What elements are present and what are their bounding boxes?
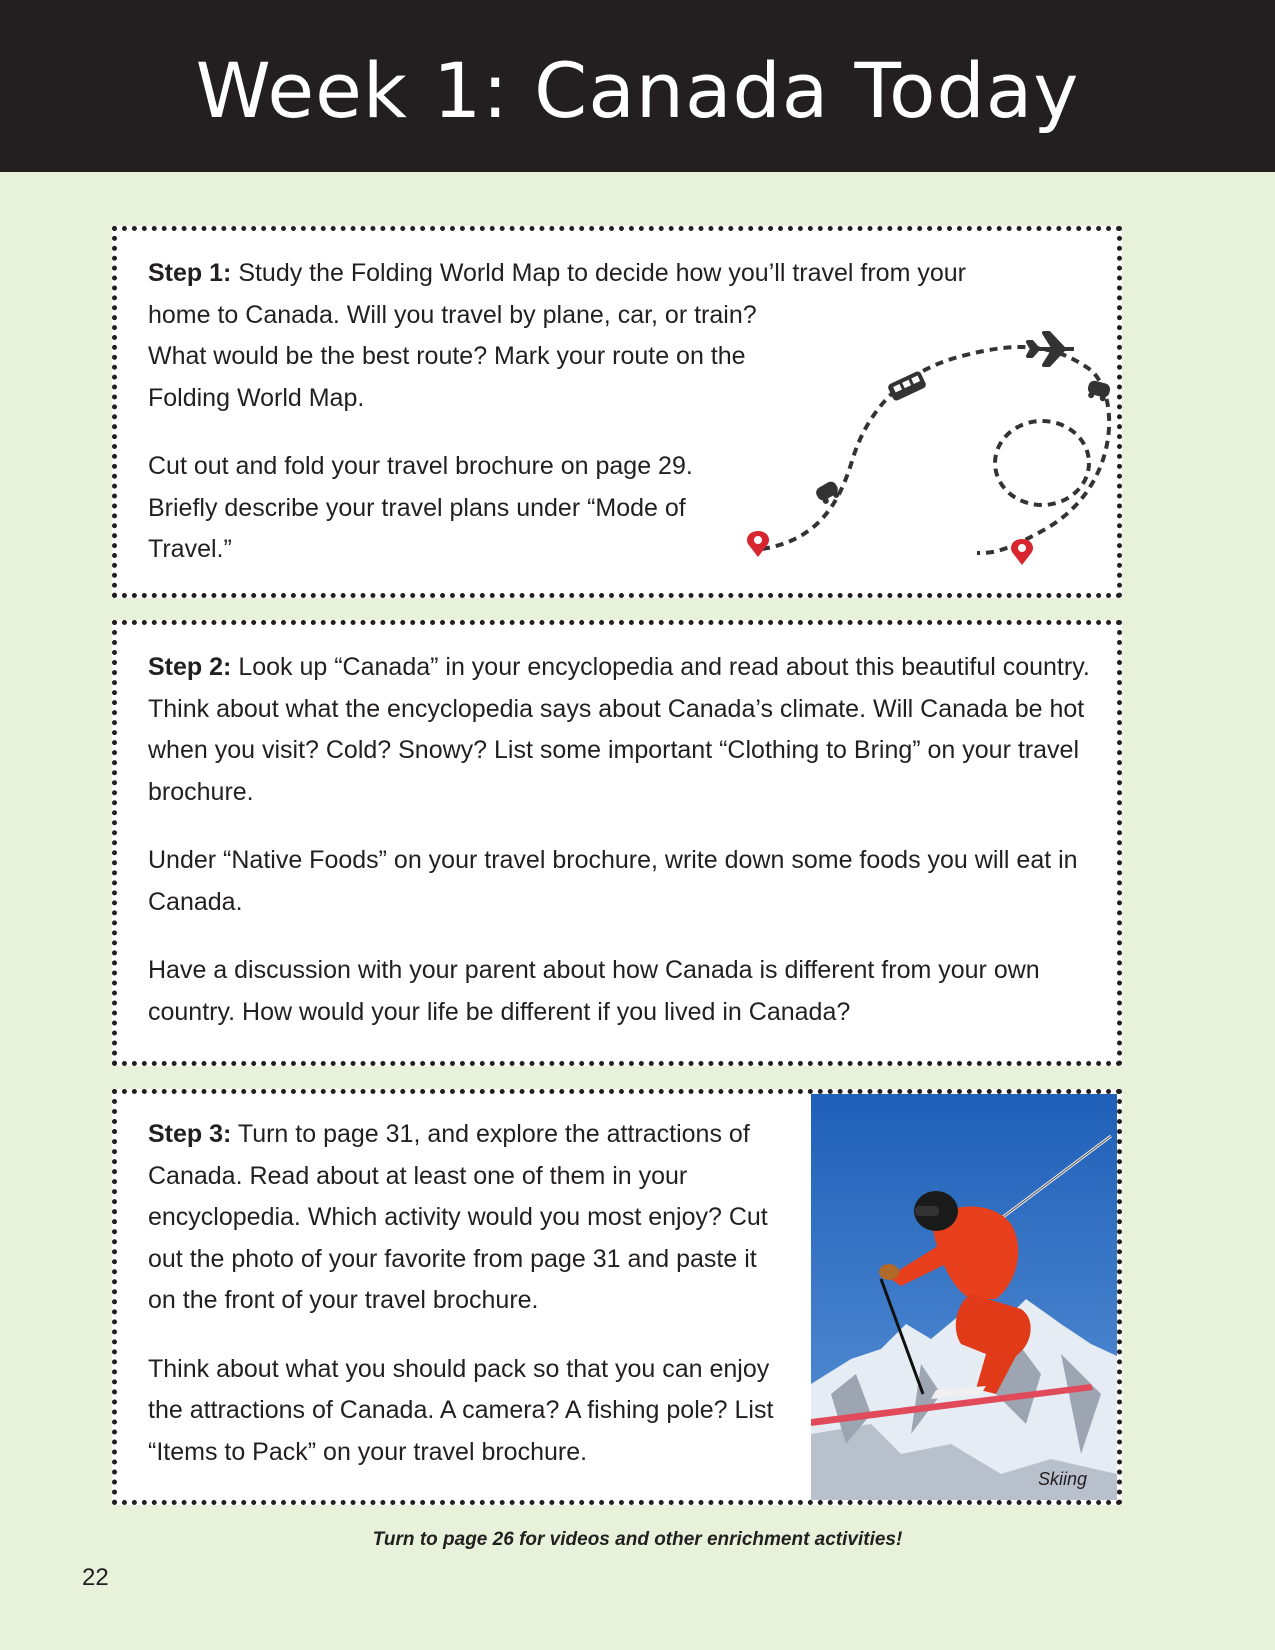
step-2-paragraph-2: Under “Native Foods” on your travel brochure, write down some foods you will eat in Canada. xyxy=(148,846,1078,916)
step-2-text xyxy=(148,647,1093,1033)
skiing-photo xyxy=(811,1094,1117,1500)
step-1-line-1: Study the Folding World Map to decide how you’ll travel from your xyxy=(238,259,966,287)
step-3-paragraph-1 xyxy=(148,1114,788,1322)
step-2-paragraph-3: Have a discussion with your parent about how Canada is different from your own country. How would your life be different if you lived in Canada? xyxy=(148,956,1040,1026)
airplane-icon xyxy=(1028,333,1074,365)
travel-route-illustration xyxy=(662,331,1122,571)
step-2-body: Look up “Canada” in your encyclopedia and read about this beautiful country. Think about what the encyclopedia says about Canada’s climate. Will Canada be hot when you visit? Cold? Snowy? List some important “Clothing to Bring” on your travel brochure. xyxy=(148,653,1090,806)
page-number: 22 xyxy=(82,1564,109,1591)
page-header xyxy=(0,0,1275,172)
step-1-box xyxy=(112,226,1122,598)
step-3-box xyxy=(112,1089,1122,1505)
step-2-paragraph-1 xyxy=(148,647,1093,813)
step-1-label: Step 1: xyxy=(148,259,232,287)
step-2-box xyxy=(112,620,1122,1066)
step-3-body: Turn to page 31, and explore the attractions of Canada. Read about at least one of them in your encyclopedia. Which activity would you most enjoy? Cut out the photo of your favorite from page 31 and paste it on the front of your travel brochure. xyxy=(148,1120,768,1314)
map-pin-icon xyxy=(1011,539,1033,565)
step-3-label: Step 3: xyxy=(148,1120,232,1148)
car-icon xyxy=(814,479,842,506)
step-3-paragraph-2: Think about what you should pack so that you can enjoy the attractions of Canada. A camera? A fishing pole? List “Items to Pack” on your travel brochure. xyxy=(148,1354,774,1466)
step-2-label: Step 2: xyxy=(148,653,232,681)
enrichment-note: Turn to page 26 for videos and other enrichment activities! xyxy=(372,1529,903,1550)
step-3-text xyxy=(148,1114,788,1473)
page-title: Week 1: Canada Today xyxy=(195,45,1080,135)
skier-illustration xyxy=(811,1094,1117,1500)
map-pin-icon xyxy=(747,531,769,557)
train-icon xyxy=(887,370,927,402)
step-1-rest: home to Canada. Will you travel by plane, car, or train? What would be the best route? Mark your route on the Folding World Map. xyxy=(148,300,757,412)
step-1-paragraph-2: Cut out and fold your travel brochure on page 29. Briefly describe your travel plans under “Mode of Travel.” xyxy=(148,452,693,563)
car-icon xyxy=(1086,379,1112,402)
photo-caption: Skiing xyxy=(1037,1469,1087,1489)
